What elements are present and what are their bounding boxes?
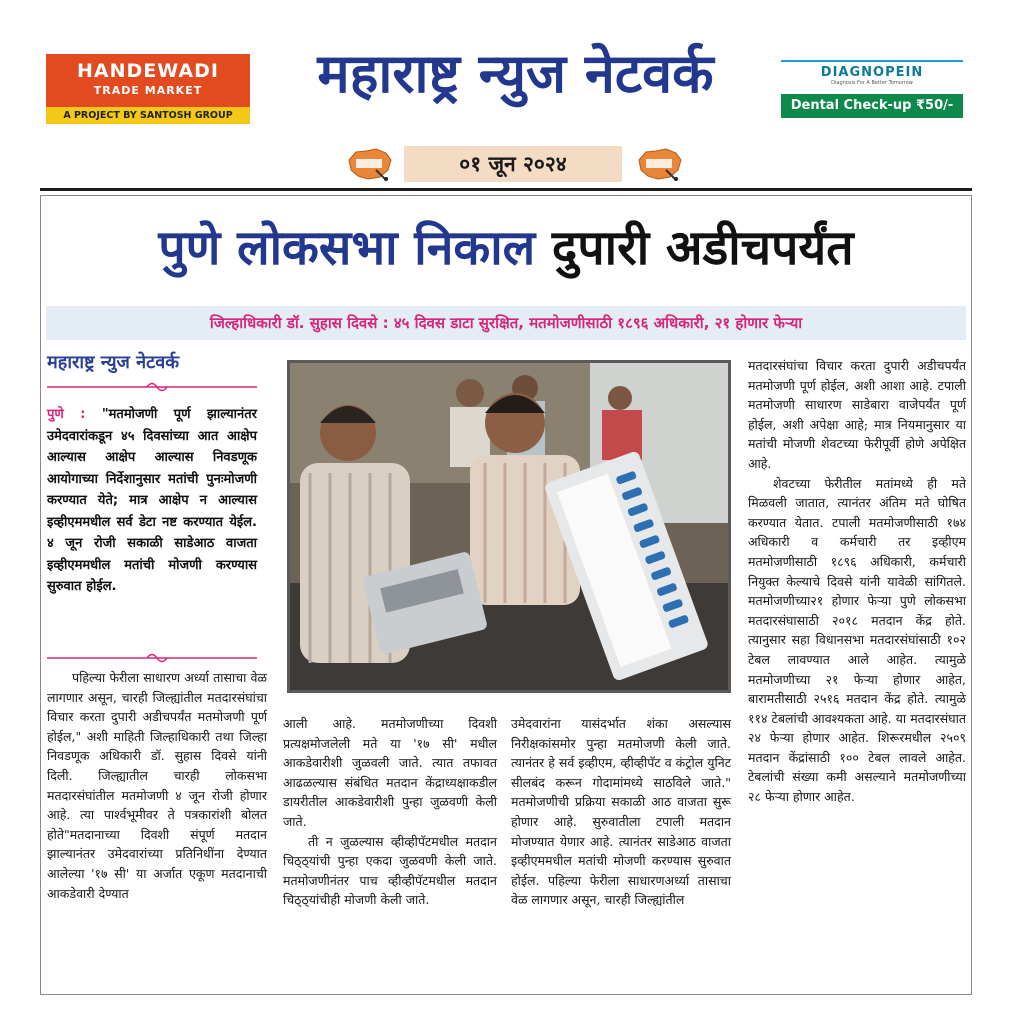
column-4-para-1: मतदारसंघांचा विचार करता दुपारी अडीचपर्यंत मतमोजणी पूर्ण होईल, अशी आशा आहे. टपाली मतमोजणी साधारण साडेबारा वाजेपर्यंत पूर्ण होईल, अशी अपेक्षा आहे; मात्र नियमानुसार या मतांची मोजणी शेवटच्या फेरीपूर्वी होणे अपेक्षित आहे. bbox=[748, 358, 966, 471]
counting-staff-evm-photo bbox=[287, 360, 731, 693]
diagnopein-logo bbox=[781, 60, 963, 90]
diagnopein-ad[interactable] bbox=[781, 60, 963, 118]
column-2-para-2: ती न जुळल्यास व्हीव्हीपॅटमधील मतदान चिठ्ठ्यांची पुन्हा एकदा जुळवणी केली जाते. मतमोजणीनंतर पाच व्हीव्हीपॅटमधील मतदान चिठ्ठ्यांचीही मोजणी केली जाते. bbox=[283, 833, 497, 908]
evm-photo-illustration bbox=[290, 363, 728, 690]
ad-left-line1: HANDEWADI bbox=[77, 60, 219, 82]
ad-right-brand: DIAGNOPEIN bbox=[820, 65, 924, 80]
ad-left-line3: A PROJECT BY SANTOSH GROUP bbox=[46, 107, 250, 124]
ad-right-offer: Dental Check-up ₹50/- bbox=[781, 94, 963, 118]
headline-part1: पुणे लोकसभा निकाल bbox=[158, 220, 536, 276]
lead-text: "मतमोजणी पूर्ण झाल्यानंतर उमेदवारांकडून ४५ दिवसांच्या आत आक्षेप आल्यास आक्षेप आल्यास निवडणूक आयोगाच्या निर्देशानुसार मतांची पुनःमोजणी करण्यात येते; मात्र आक्षेप न आल्यास इव्हीएममधील सर्व डेटा नष्ट करण्यात येईल. ४ जून रोजी सकाळी साडेआठ वाजता इव्हीएममधील मतांची मोजणी करण्यास सुरुवात होईल. bbox=[47, 407, 257, 594]
lead-paragraph bbox=[47, 404, 257, 598]
byline: महाराष्ट्र न्युज नेटवर्क bbox=[47, 352, 180, 373]
body-column-1 bbox=[47, 668, 267, 903]
subhead: जिल्हाधिकारी डॉ. सुहास दिवसे : ४५ दिवस डाटा सुरक्षित, मतमोजणीसाठी १८९६ अधिकारी, २१ होणार फेऱ्या bbox=[46, 306, 966, 340]
headline-part2: दुपारी अडीचपर्यंत bbox=[551, 220, 854, 276]
ad-right-tagline: Diagnosis For A Better Tomorrow bbox=[831, 80, 913, 86]
issue-date: ०१ जून २०२४ bbox=[404, 146, 622, 182]
column-4-para-2: शेवटच्या फेरीतील मतांमध्ये ही मते मिळवली जातात, त्यानंतर अंतिम मते घोषित करण्यात येतात. टपाली मतमोजणीसाठी १७४ अधिकारी व कर्मचारी तर इव्हीएम मतमोजणीसाठी १८९६ अधिकारी, कर्मचारी नियुक्त केल्याचे दिवसे यांनी यावेळी सांगितले. मतमोजणीच्या२१ होणार फेऱ्या पुणे लोकसभा मतदारसंघासाठी २०१८ मतदान केंद्र होते. त्यानुसार सहा विधानसभा मतदारसंघांसाठी १०२ टेबल लावण्यात आले आहेत. त्यामुळे मतमोजणीच्या २१ फेऱ्या होणार आहेत, बारामतीसाठी २५१६ मतदान केंद्र होते. त्यामुळे ११४ टेबलांची आवश्यकता आहे. या मतदारसंघात २४ फेऱ्या होणार आहेत. शिरूरमधील २५०९ मतदान केंद्रांसाठी १०० टेबल लावले आहेत. टेबलांची संख्या कमी असल्याने मतमोजणीच्या २८ फेऱ्या होणार आहेत. bbox=[748, 475, 966, 805]
column-2-para-1: आली आहे. मतमोजणीच्या दिवशी प्रत्यक्षमोजलेली मते या '१७ सी' मधील आकडेवारीशी जुळवली जाते. त्यात तफावत आढळल्यास संबंधित मतदान केंद्राध्यक्षाकडील डायरीतील आकडेवारीशी पुन्हा जुळवणी केली जाते. bbox=[283, 716, 497, 829]
dateline: पुणे : bbox=[47, 407, 86, 422]
masthead-title: महाराष्ट्र न्युज नेटवर्क bbox=[317, 42, 714, 105]
body-column-3 bbox=[511, 714, 731, 910]
headline bbox=[44, 212, 968, 284]
ad-left-line2: TRADE MARKET bbox=[93, 84, 203, 97]
maharashtra-map-emblem-left bbox=[346, 146, 394, 182]
handewadi-ad[interactable] bbox=[46, 54, 250, 124]
maharashtra-map-emblem-right bbox=[636, 146, 684, 182]
column-1-text: पहिल्या फेरीला साधारण अर्ध्या तासाचा वेळ लागणार असून, चारही जिल्ह्यांतील मतदारसंघांचा विचार करता दुपारी अडीचपर्यंत मतमोजणी पूर्ण होईल," अशी माहिती जिल्हाधिकारी तथा जिल्हा निवडणूक अधिकारी डॉ. सुहास दिवसे यांनी दिली. जिल्ह्यातील चारही लोकसभा मतदारसंघांतील मतमोजणी ४ जून रोजी होणार आहे. त्या पार्श्वभूमीवर ते पत्रकारांशी बोलत होते"मतदानाच्या दिवशी संपूर्ण मतदान झाल्यानंतर उमेदवारांच्या प्रतिनिधींना देण्यात आलेल्या '१७ सी' या अर्जात एकूण मतदानाची आकडेवारी देण्यात bbox=[47, 670, 267, 901]
ornament-divider-top bbox=[47, 380, 257, 394]
body-column-2 bbox=[283, 714, 497, 910]
ornament-divider-bottom bbox=[47, 651, 257, 665]
body-column-4 bbox=[748, 356, 966, 807]
masthead-rule bbox=[40, 188, 972, 191]
column-3-text: उमेदवारांना यासंदर्भात शंका असल्यास निरीक्षकांसमोर पुन्हा मतमोजणी केली जाते. त्यानंतर हे सर्व इव्हीएम, व्हीव्हीपॅट व कंट्रोल युनिट सीलबंद करून गोदामांमध्ये साठविले जाते." मतमोजणीची प्रक्रिया सकाळी आठ वाजता सुरू होणार आहे. सुरुवातीला टपाली मतदान मोजण्यात येणार आहे. त्यानंतर साडेआठ वाजता इव्हीएममधील मतांची मोजणी करण्यास सुरुवात होईल. पहिल्या फेरीला साधारणअर्ध्या तासाचा वेळ लागणार असून, चारही जिल्ह्यांतील bbox=[511, 716, 731, 908]
